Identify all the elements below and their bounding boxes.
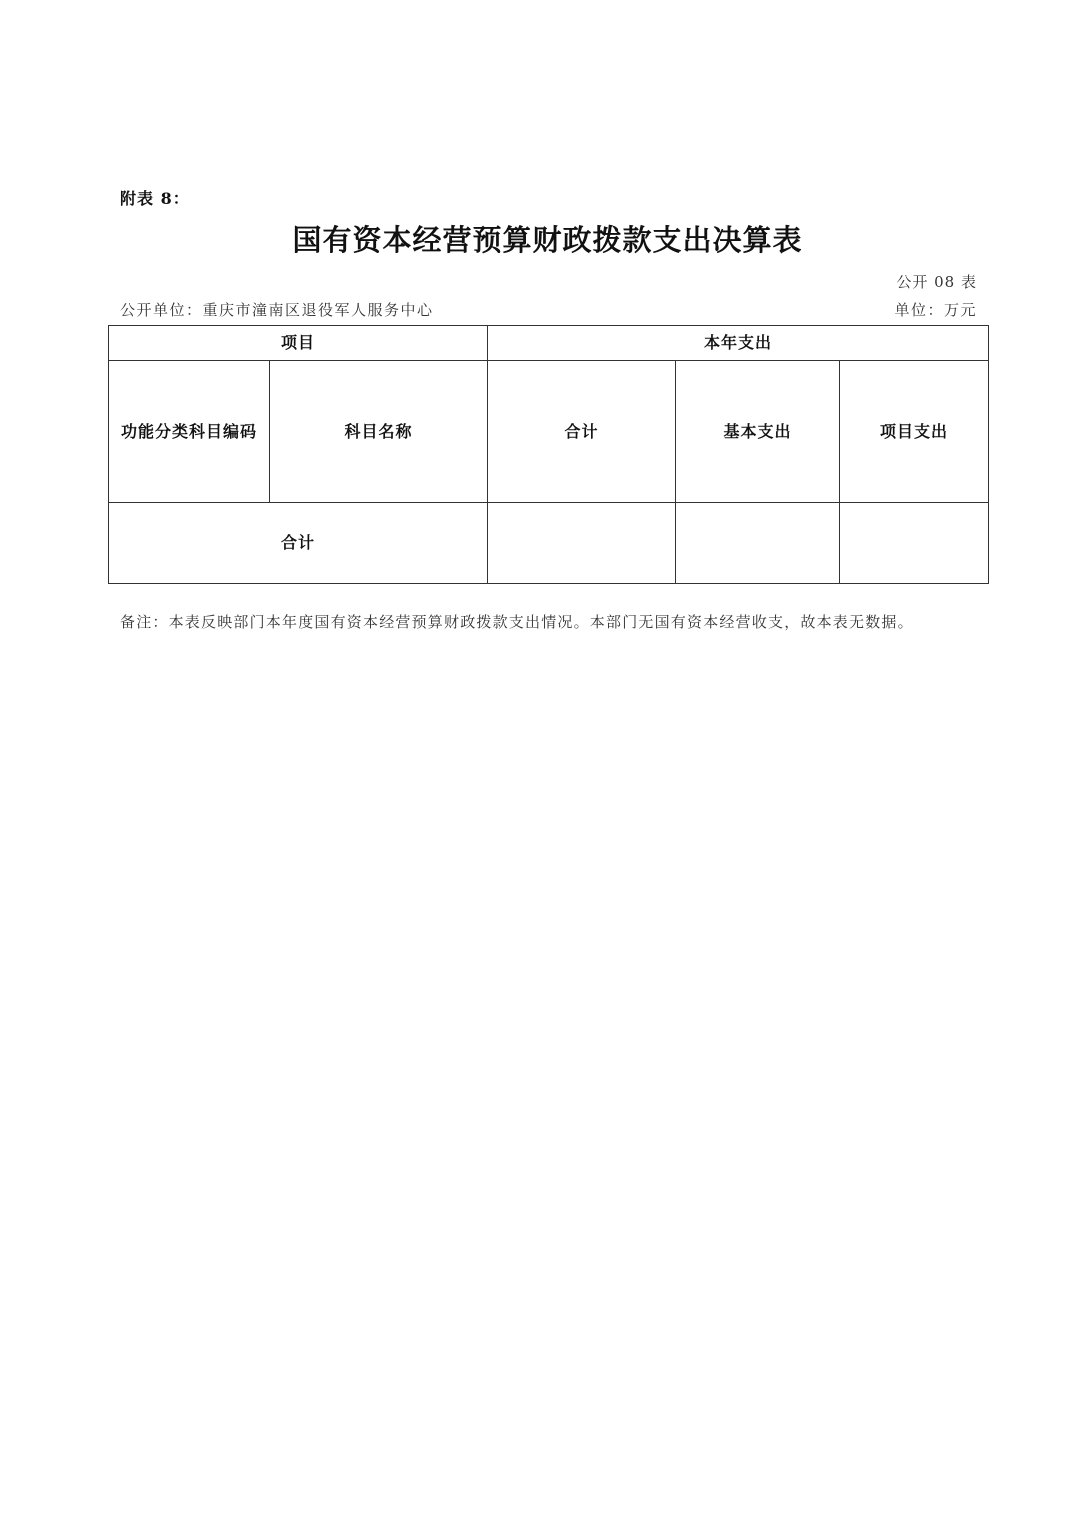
unit-line: [120, 299, 977, 320]
total-row-label: 合计: [109, 503, 488, 584]
expenditure-table: [108, 325, 989, 584]
col-total: 合计: [488, 361, 676, 503]
table-header-row: [109, 326, 989, 361]
page-title: 国有资本经营预算财政拨款支出决算表: [292, 223, 803, 257]
table-subheader-row: [109, 361, 989, 503]
table-row: [109, 503, 989, 584]
col-project-expense: 项目支出: [840, 361, 989, 503]
header-item: 项目: [109, 326, 488, 361]
col-function-code: 功能分类科目编码: [109, 361, 270, 503]
currency-unit: 单位：万元: [894, 301, 977, 319]
project-value: [840, 503, 989, 584]
total-value: [488, 503, 676, 584]
attachment-label: 附表 8：: [120, 189, 190, 208]
col-basic-expense: 基本支出: [676, 361, 840, 503]
form-number: 公开 08 表: [896, 273, 977, 291]
reporting-unit: 公开单位：重庆市潼南区退役军人服务中心: [120, 301, 434, 319]
header-current-year-expense: 本年支出: [488, 326, 989, 361]
basic-value: [676, 503, 840, 584]
col-subject-name: 科目名称: [270, 361, 488, 503]
remark-note: 备注：本表反映部门本年度国有资本经营预算财政拨款支出情况。本部门无国有资本经营收支，故本表无数据。: [120, 613, 914, 631]
